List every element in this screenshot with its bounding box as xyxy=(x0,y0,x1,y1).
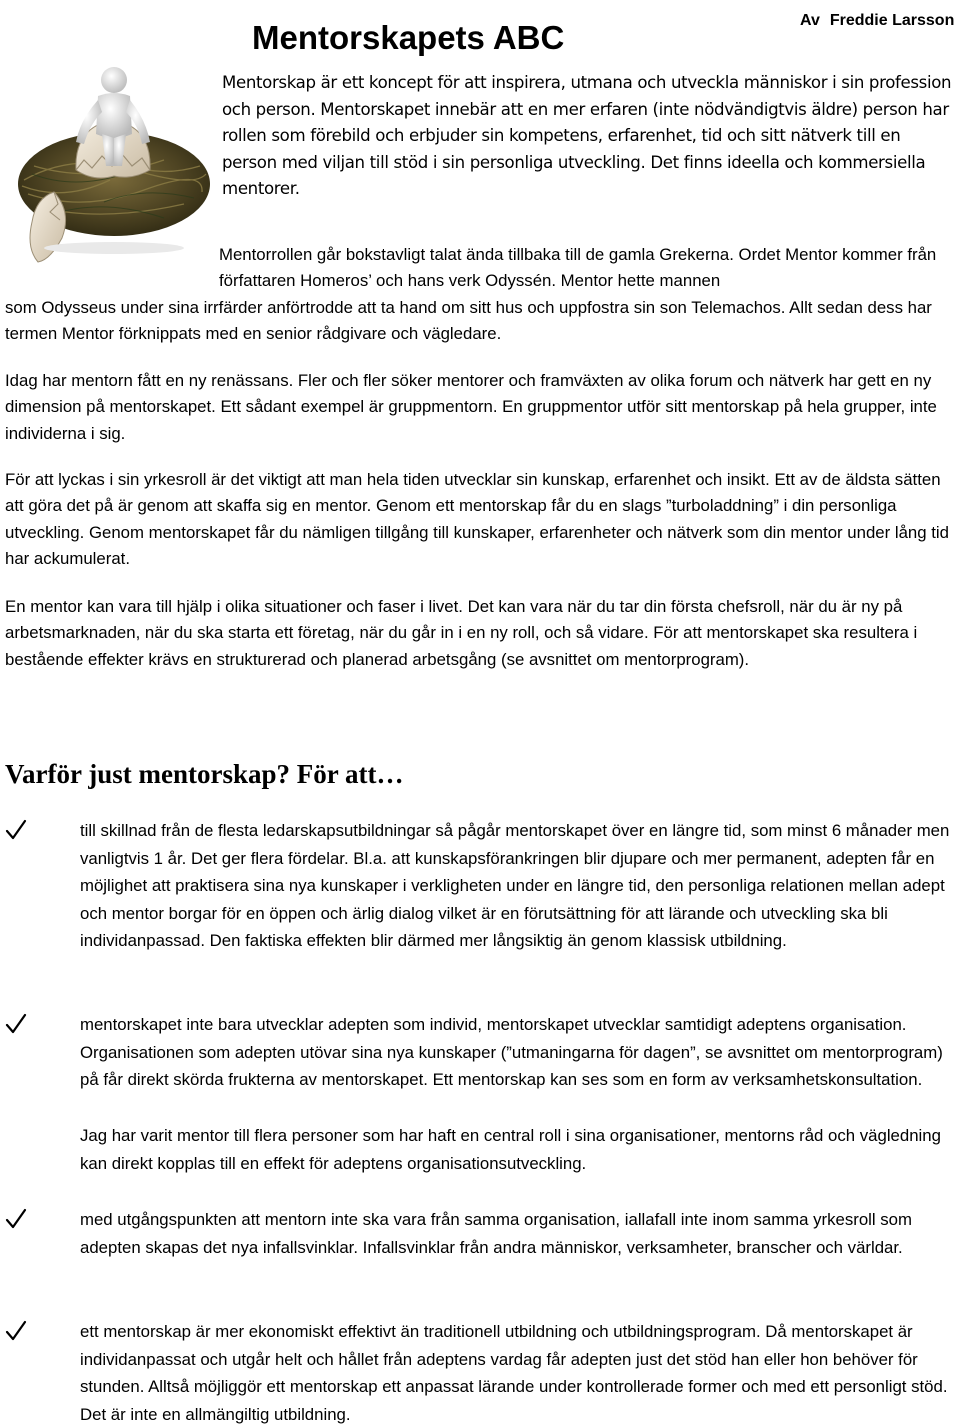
checkmark-icon xyxy=(4,1011,28,1037)
list-item-text: med utgångspunkten att mentorn inte ska vara från samma organisation, iallafall inte inom samma yrkesroll som adepten skapas det nya infallsvinklar. Infallsvinklar från andra människor, verksamheter, branscher och världar. xyxy=(80,1210,912,1257)
figure-in-nest-icon xyxy=(14,62,214,270)
checkmark-icon xyxy=(4,817,28,843)
history-paragraph-rest: som Odysseus under sina irrfärder anförtrodde att ta hand om sitt hus och uppfostra sin son Telemachos. Allt sedan dess har termen Mentor förknippats med en senior rådgivare och vägledare. xyxy=(5,298,932,344)
checkmark-icon xyxy=(4,1206,28,1232)
intro-paragraph: Mentorskap är ett koncept för att inspirera, utmana och utveckla människor i sin profession och person. Mentorskapet innebär att en mer erfaren (inte nödvändigtvis äldre) person har rollen som förebild och erbjuder sin kompetens, erfarenhet, tid och sitt nätverk till en person med viljan till stöd i sin personliga utveckling. Det finns ideella och kommersiella mentorer. xyxy=(222,73,952,199)
section-heading: Varför just mentorskap? För att… xyxy=(5,759,404,789)
list-item-text: mentorskapet inte bara utvecklar adepten som individ, mentorskapet utvecklar samtidigt adeptens organisation. Organisationen som adepten utövar sina nya kunskaper (”utmaningarna för dagen”, se avsnittet om mentorprogram) på får direkt skörda frukterna av mentorskapet. Ett mentorskap kan ses som en form av verksamhetskonsultation. xyxy=(80,1015,943,1090)
byline-prefix: Av xyxy=(800,12,820,29)
author-name: Freddie Larsson xyxy=(829,12,955,29)
list-item-text: ett mentorskap är mer ekonomiskt effektivt än traditionell utbildning och utbildningsprogram. Då mentorskapet är individanpassat och utgår helt och hållet från adeptens vardag får adepten just det stöd han eller hon behöver för stunden. Alltså möjliggör ett mentorskap ett anpassat lärande under kontrollerade former och med ett personligt stöd. Det är inte en allmängiltig utbildning. xyxy=(80,1322,948,1424)
paragraph-career: För att lyckas i sin yrkesroll är det viktigt att man hela tiden utvecklar sin kunskap, erfarenhet och insikt. Ett av de äldsta sätten att göra det på är genom att skaffa sig en mentor. Genom ett mentorskap får du en slags ”turboladdning” i din personliga utveckling. Genom mentorskapet får du nämligen tillgång till kunskaper, erfarenheter och nätverk som din mentor under lång tid har ackumulerat. xyxy=(5,470,949,569)
paragraph-situations: En mentor kan vara till hjälp i olika situationer och faser i livet. Det kan vara när du tar din första chefsroll, när du är ny på arbetsmarknaden, när du ska starta ett företag, när du går in i en ny roll, och så vidare. För att mentorskapet ska resultera i bestående effekter krävs en strukturerad och planerad arbetsgång (se avsnittet om mentorprogram). xyxy=(5,597,918,669)
list-item-extra-text: Jag har varit mentor till flera personer som har haft en central roll i sina organisationer, mentorns råd och vägledning kan direkt kopplas till en effekt för adeptens organisationsutveckling. xyxy=(80,1126,941,1173)
checkmark-icon xyxy=(4,1318,28,1344)
history-paragraph-start: Mentorrollen går bokstavligt talat ända tillbaka till de gamla Grekerna. Ordet Mentor kommer från författaren Homeros’ och hans verk Odyssén. Mentor hette mannen xyxy=(219,245,937,291)
list-item-text: till skillnad från de flesta ledarskapsutbildningar så pågår mentorskapet över en längre tid, som minst 6 månader men vanligtvis 1 år. Det ger flera fördelar. Bl.a. att kunskapsförankringen blir djupare och mer permanent, adepten får en möjlighet att praktisera sina nya kunskaper i verkligheten under en längre tid, den personliga relationen mellan adept och mentor borgar för en öppen och ärlig dialog vilket är en förutsättning för att lärande och utveckling ska bli individanpassad. Den faktiska effekten blir därmed mer långsiktig än genom klassisk utbildning. xyxy=(80,821,950,951)
byline xyxy=(800,11,960,31)
paragraph-renaissance: Idag har mentorn fått en ny renässans. Fler och fler söker mentorer och framväxten av olika forum och nätverk har gett en ny dimension på mentorskapet. Ett sådant exempel är gruppmentorn. En gruppmentor utför sitt mentorskap på hela grupper, inte individerna i sig. xyxy=(5,371,937,443)
page-title: Mentorskapets ABC xyxy=(252,19,565,57)
